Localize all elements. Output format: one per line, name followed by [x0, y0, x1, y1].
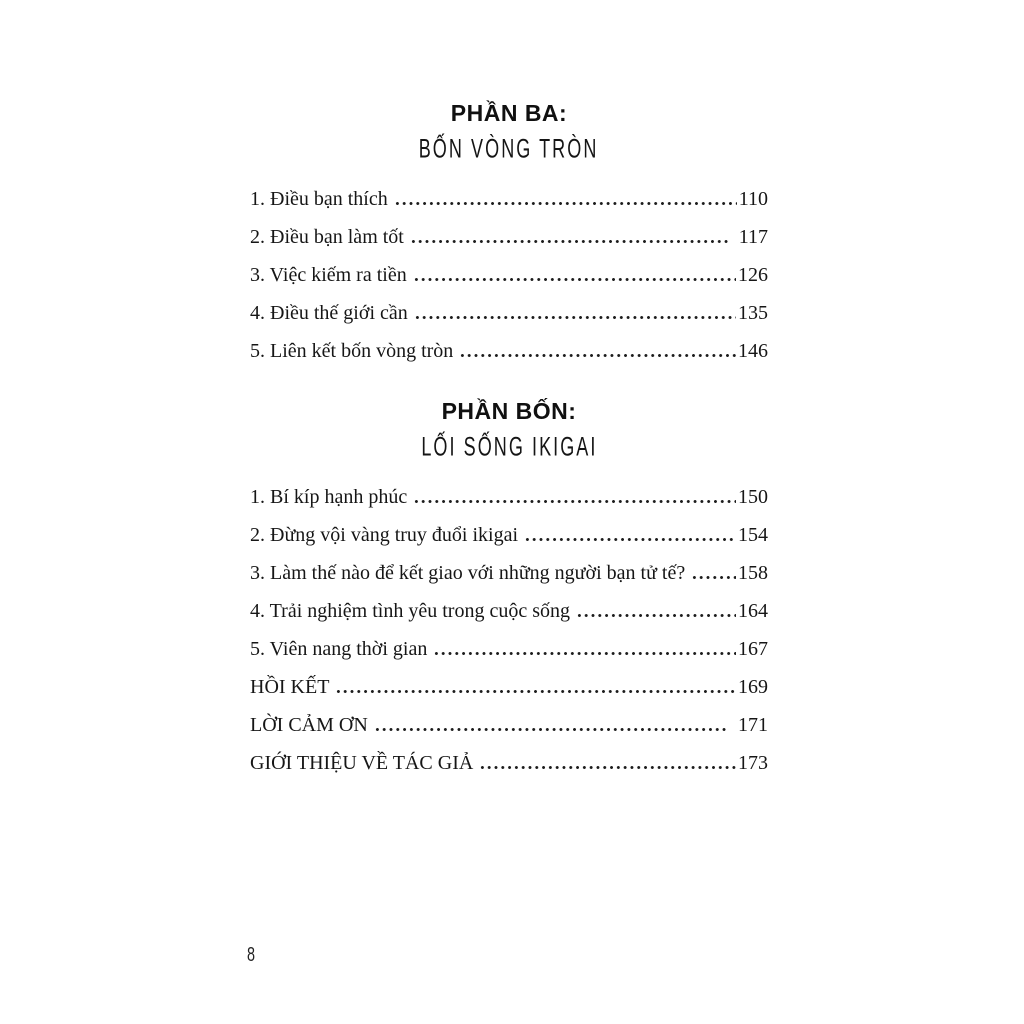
toc-entry-backmatter [250, 706, 768, 744]
dot-leader [414, 316, 736, 319]
toc-entry-page: 117 [738, 225, 768, 248]
toc-entry-title: 4. Điều thế giới cần [250, 301, 408, 324]
toc-entry-title: 3. Làm thế nào để kết giao với những người bạn tử tế? [250, 561, 686, 584]
part-three-heading: PHẦN BA: [450, 100, 568, 126]
toc-entry-title: 5. Liên kết bốn vòng tròn [250, 339, 454, 362]
dot-leader [394, 202, 737, 205]
toc-entry [250, 592, 768, 630]
toc-entry [250, 554, 768, 592]
part-four-heading: PHẦN BỐN: [441, 397, 577, 424]
toc-entry-title: LỜI CẢM ƠN [250, 713, 368, 736]
toc-entry-title: HỒI KẾT [250, 675, 330, 698]
dot-leader [374, 728, 727, 731]
toc-entry [250, 218, 768, 256]
toc-section-part-three [250, 100, 768, 370]
toc-entry-title: 1. Điều bạn thích [250, 187, 388, 210]
part-four-subheading-text: LỐI SỐNG IKIGAI [420, 430, 598, 462]
part-three-subheading-text: BỐN VÒNG TRÒN [419, 132, 599, 164]
dot-leader [479, 766, 736, 769]
toc-entry-page: 173 [738, 751, 768, 774]
toc-entry-backmatter [250, 744, 768, 782]
toc-entry-title: 3. Việc kiếm ra tiền [250, 263, 407, 286]
toc-entry [250, 332, 768, 370]
dot-leader [335, 690, 736, 693]
toc-entry-page: 135 [738, 301, 768, 324]
toc-entry-title: GIỚI THIỆU VỀ TÁC GIẢ [250, 751, 474, 774]
toc-entry-title: 4. Trải nghiệm tình yêu trong cuộc sống [250, 599, 570, 622]
toc-entry-page: 171 [738, 713, 768, 736]
dot-leader [410, 240, 728, 243]
dot-leader [433, 652, 736, 655]
dot-leader [576, 614, 736, 617]
part-three-subheading [250, 132, 768, 164]
toc-entry [250, 478, 768, 516]
toc-content [250, 100, 768, 782]
toc-entry-page: 158 [738, 561, 768, 584]
toc-entry [250, 294, 768, 332]
toc-entry [250, 256, 768, 294]
toc-entry-backmatter [250, 668, 768, 706]
toc-entry-page: 126 [738, 263, 768, 286]
part-four-subheading [250, 430, 768, 462]
toc-entry-title: 1. Bí kíp hạnh phúc [250, 485, 408, 508]
page-number: 8 [247, 942, 256, 966]
dot-leader [691, 576, 736, 579]
dot-leader [459, 354, 736, 357]
toc-entry-page: 146 [738, 339, 768, 362]
toc-entry-page: 110 [738, 187, 768, 210]
toc-entry-page: 150 [738, 485, 768, 508]
dot-leader [413, 278, 736, 281]
toc-entry-page: 164 [738, 599, 768, 622]
toc-section-part-four [250, 398, 768, 782]
toc-entry-page: 167 [738, 637, 768, 660]
toc-entry-page: 169 [738, 675, 768, 698]
dot-leader [524, 538, 736, 541]
toc-entry [250, 630, 768, 668]
toc-entry-title: 5. Viên nang thời gian [250, 637, 428, 660]
toc-entry [250, 516, 768, 554]
toc-entry [250, 180, 768, 218]
toc-entry-page: 154 [738, 523, 768, 546]
toc-entry-title: 2. Đừng vội vàng truy đuổi ikigai [250, 523, 519, 546]
dot-leader [413, 500, 736, 503]
toc-entry-title: 2. Điều bạn làm tốt [250, 225, 404, 248]
